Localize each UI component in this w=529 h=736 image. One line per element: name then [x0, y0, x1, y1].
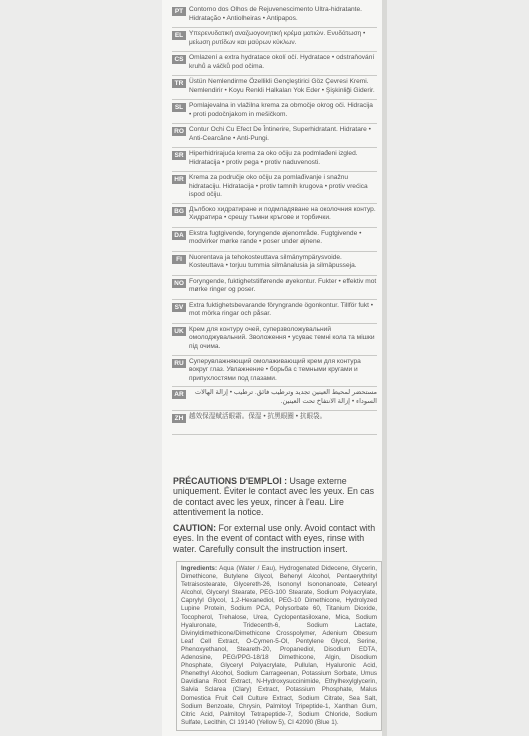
language-entry: [172, 172, 377, 204]
language-code-badge: ZH: [172, 414, 186, 423]
language-text: مستحضر لمحيط العينين تجديد وترطيب فائق. ترطيب • إزالة الهالات السوداء • إزالة الانتفاخ تحت العينين.: [194, 389, 377, 405]
language-code-badge: TR: [172, 79, 186, 88]
language-entry: [172, 4, 377, 28]
language-code-badge: SL: [172, 103, 186, 112]
language-code-badge: NO: [172, 279, 186, 288]
language-entry: [172, 411, 377, 435]
language-text: Nuorentava ja tehokosteuttava silmänympärysvoide. Kosteuttava • torjuu tummia silmänalusia ja silmäpusseja.: [189, 253, 357, 270]
precautions-fr-lead: PRÉCAUTIONS D'EMPLOI :: [173, 476, 288, 486]
language-text: Extra fuktighetsbevarande föryngrande ögonkontur. Tillför fukt • mot mörka ringar och påsar.: [189, 301, 374, 318]
language-text: Krema za područje oko očiju za pomlađivanje i snažnu hidrataciju. Hidratacija • protiv tamnih krugova • protiv vrećica ispod očiju.: [189, 174, 368, 199]
language-text: Omlazení a extra hydratace okolí očí. Hydratace • odstraňování kruhů a váčků pod očima.: [189, 54, 375, 70]
ingredients-text: Aqua (Water / Eau), Hydrogenated Didecene, Glycerin, Dimethicone, Butylene Glycol, Behenyl Alcohol, Pentaerythrityl Tetraisostearate, Glycereth-26, Isononyl Isononanoate, Cetearyl Alcohol, Glyceryl Stearate, PEG-100 Stearate, Sodium Polyacrylate, Caprylyl Glycol, 1,2-Hexanediol, PEG-10 Dimethicone, Hydrolyzed Lupine Protein, Sodium PCA, Polysorbate 60, Titanium Dioxide, Tocopherol, Trehalose, Urea, Cyclopentasiloxane, Mica, Sodium Hyaluronate, Tridecenth-6, Sodium Lactate, Divinyldimethicone/Dimethicone Crosspolymer, Adenium Obesum Leaf Cell Extract, O-Cymen-5-Ol, Pentylene Glycol, Serine, Phenoxyethanol, Steareth-20, Propanediol, Disodium EDTA, Adenosine, PEG/PPG-18/18 Dimethicone, Algin, Disodium Phosphate, Glyceryl Polyacrylate, Pullulan, Hyaluronic Acid, Phenethyl Alcohol, Sodium Carrageenan, Potassium Sorbate, Umus Davidiana Root Extract, N-Hydroxysuccinimide, Ethylhexylglycerin, Salvia Sclarea (Clary) Extract, Potassium Phosphate, Malus Domestica Fruit Cell Culture Extract, Sodium Citrate, Sea Salt, Sodium Benzoate, Chrysin, Palmitoyl Tripeptide-1, Xanthan Gum, Citric Acid, Palmitoyl Tetrapeptide-7, Sodium Chloride, Sodium Sulfate, Lecithin, CI 19140 (Yellow 5), CI 42090 (Blue 1).: [181, 565, 377, 726]
precautions-fr-text: Usage externe uniquement. Éviter le contact avec les yeux. En cas de contact avec les yeux, rincer à l'eau. Lire attentivement la notice.: [173, 476, 374, 517]
language-text: Contorno dos Olhos de Rejuvenescimento Ultra-hidratante. Hidratação • Antiolheiras • Antipapos.: [189, 6, 362, 22]
language-entry: [172, 76, 377, 100]
language-text: Крем для контуру очей, суперзволожувальний омолоджувальний. Зволоження • усуває темні кола та мішки під очима.: [189, 325, 375, 350]
language-entry: [172, 28, 377, 52]
language-code-badge: PT: [172, 7, 186, 16]
language-text: Hiperhidrirajuća krema za oko očiju za podmlađeni izgled. Hidratacija • protiv pega • protiv naduvenosti.: [189, 150, 358, 166]
language-entry: [172, 252, 377, 276]
language-code-badge: SR: [172, 151, 186, 160]
ingredients-box: [176, 561, 382, 731]
language-code-badge: RU: [172, 359, 186, 368]
language-text: 越效保湿赋活眼霜。保湿 • 抗黑眼圈 • 抗眼袋。: [189, 413, 327, 421]
language-entry: [172, 148, 377, 172]
language-code-badge: AR: [172, 390, 186, 399]
language-entry: [172, 100, 377, 124]
language-code-badge: BG: [172, 207, 186, 216]
language-code-badge: UK: [172, 327, 186, 336]
language-entry: [172, 324, 377, 356]
language-text: Üstün Nemlendirme Özellikli Gençleştirici Göz Çevresi Kremi. Nemlendirir • Koyu Renkli Halkaları Yok Eder • Şişkinliği Giderir.: [189, 78, 375, 94]
language-code-badge: DA: [172, 231, 186, 240]
language-entry: [172, 52, 377, 76]
precautions-fr: [173, 476, 378, 517]
precautions-en: [173, 523, 378, 554]
language-text: Pomlajevalna in vlažilna krema za območje okrog oči. Hidracija • proti podočnjakom in mešičkom.: [189, 102, 373, 118]
language-text: Foryngende, fuktighetstilførende øyekontur. Fukter • effektiv mot mørke ringer og poser.: [189, 277, 377, 294]
language-text: Дълбоко хидратиране и подмладяване на околочния контур. Хидратира • срещу тъмни кръгове и торбички.: [189, 205, 376, 222]
language-entry: [172, 124, 377, 148]
language-text: Υπερενυδατική αναζωογονητική κρέμα ματιών. Ενυδάτωση • μείωση ρυτίδων και μαύρων κύκλων.: [189, 30, 366, 46]
language-code-badge: SV: [172, 303, 186, 312]
language-entry: [172, 204, 377, 228]
panel-edge-strip: [382, 0, 387, 736]
language-code-badge: RO: [172, 127, 186, 136]
language-entry: [172, 276, 377, 300]
precautions-en-text: For external use only. Avoid contact with eyes. In the event of contact with eyes, rinse with water. Carefully consult the instruction insert.: [173, 523, 376, 554]
language-code-badge: CS: [172, 55, 186, 64]
language-entry: [172, 300, 377, 324]
language-code-badge: HR: [172, 175, 186, 184]
language-entry: [172, 356, 377, 388]
language-text: Суперувлажняющий омолаживающий крем для контура вокруг глаз. Увлажнение • борьба с темными кругами и припухлостями под глазами.: [189, 357, 361, 382]
precautions-en-lead: CAUTION:: [173, 523, 217, 534]
language-text: Ekstra fugtgivende, foryngende øjenområde. Fugtgivende • modvirker mørke rande • poser under øjnene.: [189, 229, 362, 246]
precautions-block: [173, 476, 378, 560]
language-entry: [172, 228, 377, 252]
language-list: [172, 4, 377, 435]
language-code-badge: FI: [172, 255, 186, 264]
language-entry: [172, 387, 377, 411]
language-code-badge: EL: [172, 31, 186, 40]
ingredients-lead: Ingredients:: [181, 565, 218, 572]
language-text: Contur Ochi Cu Efect De Întinerire, Superhidratant. Hidratare • Anti-Cearcăne • Anti-Pungi.: [189, 126, 371, 142]
